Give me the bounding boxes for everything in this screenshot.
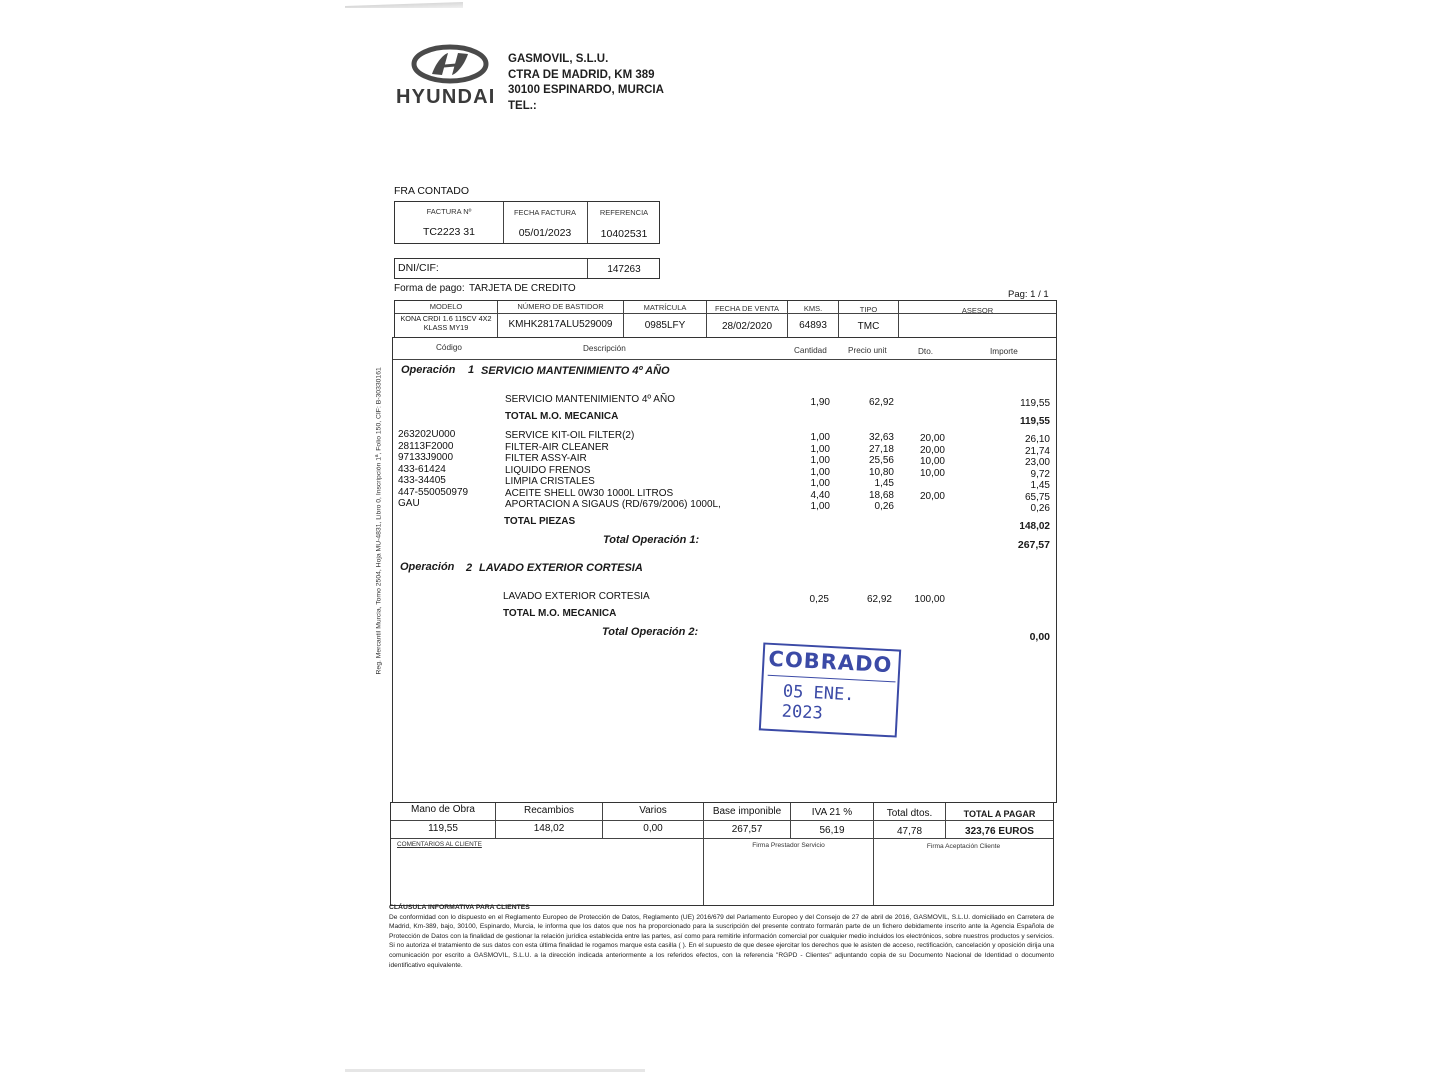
- line-amount: 23,00: [1024, 457, 1050, 468]
- line-price: 18,68: [868, 489, 894, 501]
- company-tel: TEL.:: [508, 99, 537, 112]
- vehicle-tipo: TMC: [857, 321, 880, 332]
- line-qty: 4,40: [810, 489, 830, 501]
- invoice-date-label: FECHA FACTURA: [513, 208, 577, 217]
- line-price: 1,45: [874, 478, 894, 489]
- logo-text: HYUNDAI: [396, 86, 496, 108]
- line-dto: 10,00: [919, 467, 945, 479]
- col-asesor: ASESOR: [961, 306, 994, 315]
- col-fecha-venta: FECHA DE VENTA: [714, 304, 780, 313]
- op2-title: LAVADO EXTERIOR CORTESIA: [479, 562, 643, 574]
- line-code: 97133J9000: [398, 452, 454, 463]
- col-descripcion: Descripción: [583, 344, 626, 353]
- op1-descs: [505, 430, 721, 511]
- total-label-labor: Mano de Obra: [411, 804, 475, 815]
- line-price: 32,63: [868, 432, 894, 443]
- op2-labor-dto: 100,00: [914, 594, 945, 605]
- total-label-payable: TOTAL A PAGAR: [963, 809, 1036, 819]
- line-amount: 26,10: [1024, 434, 1050, 445]
- op1-parts-total-label: TOTAL PIEZAS: [504, 516, 576, 527]
- line-qty: 1,00: [810, 466, 830, 478]
- vehicle-sale-date: 28/02/2020: [721, 321, 773, 332]
- line-desc: LIQUIDO FRENOS: [505, 464, 591, 476]
- op1-amounts: [1000, 434, 1050, 515]
- line-code: 433-34405: [398, 475, 446, 486]
- registry-text: Reg. Mercantil Murcia, Tomo 2504, Hoja MU-4831, Libro 0, Inscripción 1ª, Folio 150, CIF: B-30330161: [375, 367, 383, 675]
- op2-labor-total-label: TOTAL M.O. MECANICA: [503, 608, 617, 619]
- col-codigo: Código: [436, 343, 462, 352]
- payment-method: TARJETA DE CREDITO: [469, 283, 576, 294]
- vehicle-kms: 64893: [799, 320, 827, 331]
- col-cantidad: Cantidad: [794, 346, 827, 355]
- total-vat: 56,19: [819, 825, 845, 836]
- line-code: 28113F2000: [398, 440, 454, 452]
- op2-labor-price: 62,92: [866, 594, 892, 605]
- clause-title: CLÁUSULA INFORMATIVA PARA CLIENTES: [389, 904, 530, 911]
- op1-labor-total-label: TOTAL M.O. MECANICA: [505, 411, 619, 422]
- total-misc: 0,00: [643, 823, 663, 834]
- divider: [393, 359, 1056, 360]
- payment-label: Forma de pago:: [394, 283, 465, 294]
- client-code: 147263: [607, 264, 641, 275]
- line-qty: 1,00: [810, 432, 830, 443]
- sign-provider-label: Firma Prestador Servicio: [752, 842, 825, 849]
- company-name: GASMOVIL, S.L.U.: [508, 53, 609, 65]
- invoice-date: 05/01/2023: [518, 227, 572, 239]
- col-precio: Precio unit: [848, 346, 887, 355]
- total-parts: 148,02: [533, 823, 565, 834]
- op1-labor-qty: 1,90: [810, 397, 830, 408]
- privacy-clause: [389, 903, 1054, 970]
- line-amount: 9,72: [1030, 468, 1050, 480]
- line-amount: 21,74: [1024, 445, 1050, 457]
- op2-total: 0,00: [1029, 631, 1050, 643]
- stamp-title: COBRADO: [767, 646, 893, 678]
- op1-labor-total: 119,55: [1019, 416, 1050, 427]
- vehicle-plate: 0985LFY: [644, 320, 686, 331]
- col-modelo: MODELO: [429, 302, 463, 311]
- line-dto: 20,00: [919, 444, 945, 456]
- line-dto: 10,00: [919, 456, 945, 467]
- total-discounts: 47,78: [896, 826, 923, 837]
- sign-client-label: Firma Aceptación Cliente: [926, 843, 1001, 850]
- company-address1: CTRA DE MADRID, KM 389: [508, 68, 655, 81]
- line-desc: ACEITE SHELL 0W30 1000L LITROS: [505, 487, 674, 499]
- line-qty: 1,00: [810, 455, 830, 466]
- divider: [391, 838, 1053, 839]
- line-amount: 1,45: [1030, 480, 1050, 491]
- vehicle-model-line1: KONA CRDI 1.6 115CV 4X2: [400, 314, 492, 323]
- total-label-vat: IVA 21 %: [811, 807, 853, 818]
- company-block: [508, 52, 664, 114]
- total-label-discounts: Total dtos.: [886, 808, 933, 819]
- page-number: Pag: 1 / 1: [1008, 289, 1049, 300]
- line-code: 263202U000: [398, 429, 456, 440]
- op1-label: Operación: [401, 364, 456, 376]
- total-label-base: Base imponible: [712, 806, 782, 817]
- line-qty: 1,00: [810, 501, 830, 512]
- invoice-number-label: FACTURA Nº: [426, 207, 472, 216]
- line-desc: FILTER-AIR CLEANER: [505, 441, 609, 453]
- company-address2: 30100 ESPINARDO, MURCIA: [508, 84, 664, 96]
- op2-total-label: Total Operación 2:: [602, 626, 699, 638]
- vehicle-vin: KMHK2817ALU529009: [508, 319, 613, 330]
- paid-stamp: [759, 642, 901, 737]
- line-amount: 65,75: [1024, 491, 1050, 503]
- op1-num: 1: [468, 364, 475, 376]
- total-label-parts: Recambios: [523, 805, 575, 816]
- invoice-ref-label: REFERENCIA: [599, 208, 649, 217]
- col-kms: KMS.: [803, 304, 823, 313]
- line-dto: 20,00: [919, 433, 945, 444]
- line-price: 27,18: [868, 443, 894, 455]
- op1-labor-amount: 119,55: [1020, 398, 1050, 409]
- line-desc: LIMPIA CRISTALES: [505, 476, 595, 487]
- op2-labor-qty: 0,25: [809, 594, 829, 605]
- vehicle-model: [395, 315, 497, 332]
- total-labor: 119,55: [428, 823, 458, 834]
- op2-label: Operación: [400, 561, 455, 573]
- vehicle-model-line2: KLASS MY19: [423, 322, 469, 332]
- page-edge-bottom: [345, 1069, 645, 1072]
- invoice-type: FRA CONTADO: [394, 185, 470, 197]
- op1-labor-price: 62,92: [868, 397, 894, 408]
- line-code: GAU: [398, 498, 420, 509]
- col-bastidor: NÚMERO DE BASTIDOR: [517, 302, 604, 311]
- op1-prices: [854, 432, 894, 513]
- line-qty: 1,00: [810, 443, 830, 455]
- line-qty: 1,00: [810, 478, 830, 489]
- clause-text: De conformidad con lo dispuesto en el Reglamento Europeo de Protección de Datos, Reglamento (UE) 2016/679 del Parlamento Europeo y del Consejo de 27 de abril de 2016, GASMOVIL, S.L.U. domiciliado en Carretera de Madrid, Km-389, bajo, 30100, Espinardo, Murcia, le informa que los datos que nos ha proporcionado para la suscripción del presente contrato formarán parte de un fichero debidamente inscrito ante la Agencia Española de Protección de Datos con la finalidad de gestionar la relación jurídica establecida entre las partes, así como para remitirle información comercial por cualquier medio incluidos los electrónicos, sobre nuestros productos y servicios. Si no autoriza el tratamiento de sus datos con esta última finalidad le rogamos marque esta casilla ( ). En el supuesto de que desee ejercitar los derechos que le asisten de acceso, rectificación, cancelación y oposición dirija una comunicación por escrito a GASMOVIL, S.L.U. a la dirección indicada anteriormente a los referidos efectos, con la referencia "RGPD - Clientes" adjuntando copia de su Documento Nacional de Identidad o documento identificativo equivalente.: [389, 913, 1054, 969]
- line-dto: 20,00: [919, 490, 945, 502]
- op1-parts-total: 148,02: [1019, 521, 1050, 532]
- line-price: 25,56: [868, 455, 894, 466]
- line-price: 0,26: [874, 501, 894, 512]
- line-dto: [905, 502, 945, 514]
- col-dto: Dto.: [918, 347, 934, 356]
- op1-qtys: [790, 432, 830, 513]
- line-code: 447-550050979: [398, 486, 469, 498]
- divider: [703, 803, 704, 905]
- col-importe: Importe: [990, 347, 1018, 356]
- line-price: 10,80: [868, 466, 894, 478]
- total-label-misc: Varios: [639, 805, 667, 816]
- op2-labor-desc: LAVADO EXTERIOR CORTESIA: [503, 591, 650, 602]
- op1-dtos: [905, 433, 945, 514]
- invoice-number: TC2223 31: [423, 226, 475, 238]
- comments-label: COMENTARIOS AL CLIENTE: [397, 841, 482, 848]
- op2-num: 2: [466, 562, 473, 574]
- op1-codes: [398, 429, 468, 510]
- op1-labor-desc: SERVICIO MANTENIMIENTO 4º AÑO: [505, 394, 675, 405]
- line-amount: 0,26: [1030, 503, 1050, 514]
- line-desc: FILTER ASSY-AIR: [505, 453, 587, 464]
- op1-total-label: Total Operación 1:: [603, 534, 700, 546]
- line-dto: [905, 479, 945, 491]
- col-tipo: TIPO: [859, 305, 878, 314]
- total-base: 267,57: [731, 824, 763, 835]
- op1-title: SERVICIO MANTENIMIENTO 4º AÑO: [481, 365, 670, 377]
- line-desc: APORTACION A SIGAUS (RD/679/2006) 1000L,: [505, 499, 721, 510]
- total-payable: 323,76 EUROS: [965, 826, 1034, 837]
- line-code: 433-61424: [398, 463, 446, 475]
- invoice-ref: 10402531: [600, 228, 648, 240]
- dni-label: DNI/CIF:: [398, 262, 439, 274]
- op1-total: 267,57: [1017, 539, 1050, 551]
- divider: [391, 820, 1053, 821]
- stamp-date: 05 ENE. 2023: [781, 681, 855, 724]
- col-matricula: MATRÍCULA: [643, 303, 687, 312]
- line-desc: SERVICE KIT-OIL FILTER(2): [505, 430, 635, 441]
